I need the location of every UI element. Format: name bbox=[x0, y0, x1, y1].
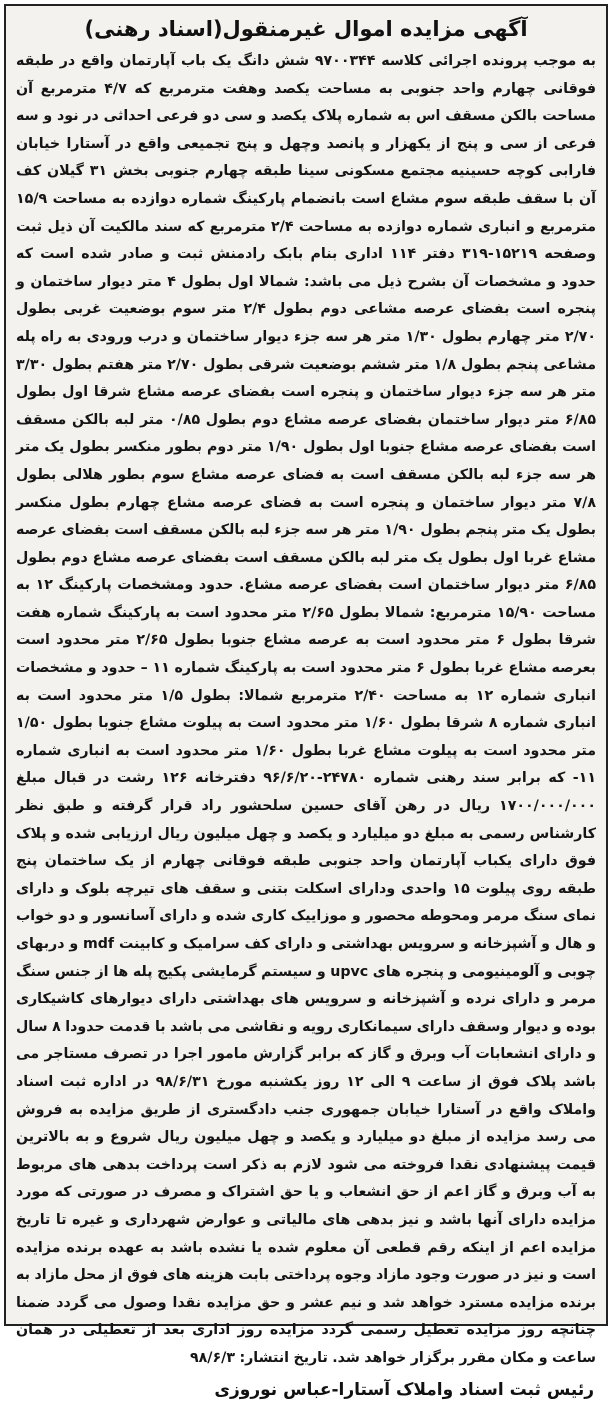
notice-clipping bbox=[4, 4, 608, 1400]
notice-title: آگهی مزایده اموال غیرمنقول(اسناد رهنی) bbox=[84, 17, 528, 41]
notice-body: به موجب پرونده اجرائی کلاسه ۹۷۰۰۳۴۴ شش دانگ یک باب آپارتمان واقع در طبقه فوقانی چهارم واحد جنوبی به مساحت یکصد وهفت مترمربع که ۴/۷ مترمربع آن مساحت بالکن مسقف اس به شماره پلاک یکصد و سی دو فرعی احداثی در نود و سه فرعی از سی و پنج از یکهزار و پانصد وچهل و پنج تجمیعی واقع در آستارا خیابان فارابی کوچه حسینیه مجتمع مسکونی سینا طبقه چهارم جنوبی بخش ۳۱ گیلان کف آن با سقف طبقه سوم مشاع است بانضمام پارکینگ شماره دوازده به مساحت ۱۵/۹ مترمربع و انباری شماره دوازده به مساحت ۲/۴ مترمربع که سند مالکیت آن ذیل ثبت وصفحه ۱۵۲۱۹-۳۱۹ دفتر ۱۱۴ اداری بنام بابک رادمنش ثبت و صادر شده است که حدود و مشخصات آن بشرح ذیل می باشد: شمالا اول بطول ۴ متر دیوار ساختمان و پنجره است بفضای عرصه مشاعی دوم بطول ۲/۴ متر سوم بوضعیت غربی بطول ۲/۷۰ متر چهارم بطول ۱/۳۰ متر هر سه جزء دیوار ساختمان و درب ورودی به راه پله مشاعی پنجم بطول ۱/۸ متر ششم بوضعیت شرقی بطول ۲/۷۰ متر هفتم بطول ۳/۳۰ متر هر سه جزء دیوار ساختمان و پنجره است بفضای عرصه مشاع شرقا اول بطول ۶/۸۵ متر دیوار ساختمان بفضای عرصه مشاع دوم بطول ۰/۸۵ متر لبه بالکن مسقف است بفضای عرصه مشاع جنوبا اول بطول ۱/۹۰ متر دوم بطور منکسر بطول یک متر هر سه جزء لبه بالکن مسقف است به فضای عرصه مشاع سوم بطور هلالی بطول ۷/۸ متر دیوار ساختمان و پنجره است به فضای عرصه مشاع چهارم بطول منکسر بطول یک متر پنجم بطول ۱/۹۰ متر هر سه جزء لبه بالکن مسقف است بفضای عرصه مشاع غربا اول بطول یک متر لبه بالکن مسقف است بفضای عرصه مشاع دوم بطول ۶/۸۵ متر دیوار ساختمان است بفضای عرصه مشاع. حدود ومشخصات پارکینگ ۱۲ به مساحت ۱۵/۹۰ مترمربع: شمالا بطول ۲/۶۵ متر محدود است به پارکینگ شماره هفت شرقا بطول ۶ متر محدود است به عرصه مشاع جنوبا بطول ۲/۶۵ متر محدود است بعرصه مشاع غربا بطول ۶ متر محدود است به پارکینگ شماره ۱۱ – حدود و مشخصات انباری شماره ۱۲ به مساحت ۲/۴۰ مترمربع شمالا: بطول ۱/۵ متر محدود است به انباری شماره ۸ شرقا بطول ۱/۶۰ متر محدود است به پیلوت مشاع جنوبا بطول ۱/۵۰ متر محدود است به پیلوت مشاع غربا بطول ۱/۶۰ متر محدود است به انباری شماره ۱۱- که برابر سند رهنی شماره ۲۴۷۸۰-۹۶/۶/۲۰ دفترخانه ۱۲۶ رشت در قبال مبلغ ۱۷۰۰/۰۰۰/۰۰۰ ریال در رهن آقای حسین سلحشور راد قرار گرفته و طبق نظر کارشناس رسمی به مبلغ دو میلیارد و یکصد و چهل میلیون ریال ارزیابی شده و پلاک فوق دارای یکباب آپارتمان واحد جنوبی طبقه فوقانی چهارم از یک ساختمان پنج طبقه روی پیلوت ۱۵ واحدی ودارای اسکلت بتنی و سقف های تیرچه بلوک و دارای نمای سنگ مرمر ومحوطه محصور و موزاییک کاری شده و دارای آسانسور و دو خواب و هال و آشپزخانه و سرویس بهداشتی و دارای کف سرامیک و کابینت mdf و دربهای چوبی و آلومینیومی و پنجره های upvc و سیستم گرمایشی پکیج پله ها از جنس سنگ مرمر و دارای نرده و آشپزخانه و سرویس های بهداشتی دارای دیوارهای کاشیکاری بوده و دیوار وسقف دارای سیمانکاری رویه و نقاشی می باشد با قدمت حدودا ۸ سال و دارای انشعابات آب وبرق و گاز که برابر گزارش مامور اجرا در تصرف مستاجر می باشد پلاک فوق از ساعت ۹ الی ۱۲ روز یکشنبه مورخ ۹۸/۶/۳۱ در اداره ثبت اسناد واملاک واقع در آستارا خیابان جمهوری جنب دادگستری از طریق مزایده به فروش می رسد مزایده از مبلغ دو میلیارد و یکصد و چهل میلیون ریال شروع و به بالاترین قیمت پیشنهادی نقدا فروخته می شود لازم به ذکر است پرداخت بدهی های مربوط به آب وبرق و گاز اعم از حق انشعاب و یا حق اشتراک و مصرف در صورتی که مورد مزایده دارای آنها باشد و نیز بدهی های مالیاتی و عوارض شهرداری و غیره تا تاریخ مزایده اعم از اینکه رقم قطعی آن معلوم شده یا نشده باشد به عهده برنده مزایده است و نیز در صورت وجود مازاد وجوه پرداختی بابت هزینه های فوق از محل مازاد به برنده مزایده مسترد خواهد شد و نیم عشر و حق مزایده نقدا وصول می گردد ضمنا چنانچه روز مزایده تعطیل رسمی گردد مزایده روز اداری بعد از تعطیلی در همان ساعت و مکان مقرر برگزار خواهد شد. تاریخ انتشار: ۹۸/۶/۳ bbox=[16, 53, 597, 1366]
notice-signature: رئیس ثبت اسناد واملاک آستارا-عباس نوروزی bbox=[214, 1379, 594, 1400]
